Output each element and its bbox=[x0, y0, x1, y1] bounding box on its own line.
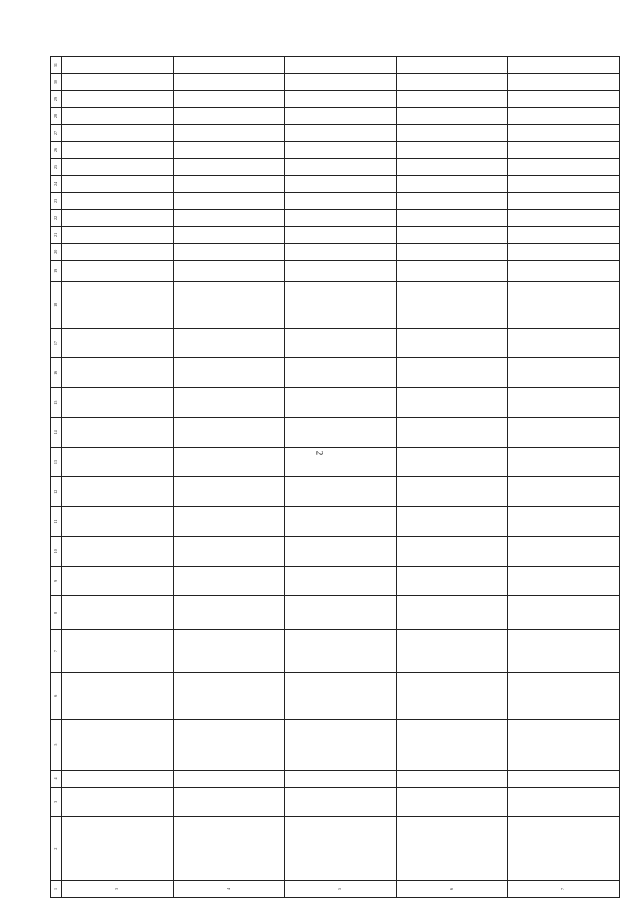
table-cell bbox=[62, 817, 174, 881]
table-body bbox=[62, 57, 620, 898]
row-number-cell: 3 bbox=[62, 881, 174, 898]
table-cell bbox=[62, 536, 174, 566]
table-cell bbox=[173, 142, 285, 159]
table-cell bbox=[285, 57, 397, 74]
column-number-header: 23 bbox=[51, 192, 62, 209]
row-number-cell: 7 bbox=[508, 881, 620, 898]
column-number-header: 21 bbox=[51, 226, 62, 243]
table-cell bbox=[285, 175, 397, 192]
table-cell bbox=[396, 388, 508, 418]
table-cell bbox=[62, 74, 174, 91]
table-cell bbox=[508, 74, 620, 91]
table-cell bbox=[62, 243, 174, 260]
table-cell bbox=[173, 566, 285, 596]
table-cell bbox=[396, 175, 508, 192]
table-cell bbox=[396, 328, 508, 358]
table-cell bbox=[173, 388, 285, 418]
table-cell bbox=[173, 358, 285, 388]
table-row bbox=[173, 57, 285, 898]
table-cell bbox=[173, 787, 285, 817]
table-cell bbox=[396, 447, 508, 477]
column-number-header: 14 bbox=[51, 417, 62, 447]
table-cell bbox=[285, 596, 397, 630]
table-cell bbox=[396, 536, 508, 566]
column-number-header: 28 bbox=[51, 108, 62, 125]
table-cell bbox=[62, 108, 174, 125]
table-cell bbox=[508, 358, 620, 388]
table-cell bbox=[396, 192, 508, 209]
rotated-table-container bbox=[50, 56, 620, 898]
table-cell bbox=[62, 226, 174, 243]
table-cell bbox=[396, 57, 508, 74]
table-cell bbox=[396, 566, 508, 596]
table-cell bbox=[396, 260, 508, 281]
column-number-header: 12 bbox=[51, 477, 62, 507]
table-cell bbox=[173, 417, 285, 447]
table-cell bbox=[508, 209, 620, 226]
table-cell bbox=[173, 108, 285, 125]
table-cell bbox=[173, 536, 285, 566]
table-cell bbox=[508, 142, 620, 159]
table-cell bbox=[508, 630, 620, 672]
table-cell bbox=[508, 125, 620, 142]
table-cell bbox=[508, 536, 620, 566]
column-number-header: 13 bbox=[51, 447, 62, 477]
table-cell bbox=[173, 630, 285, 672]
table-cell bbox=[62, 209, 174, 226]
column-number-header: 18 bbox=[51, 282, 62, 329]
table-cell bbox=[508, 719, 620, 770]
table-cell bbox=[396, 142, 508, 159]
table-cell bbox=[62, 57, 174, 74]
table-cell bbox=[62, 447, 174, 477]
table-cell bbox=[173, 175, 285, 192]
table-cell bbox=[173, 672, 285, 719]
table-cell bbox=[396, 108, 508, 125]
table-cell bbox=[508, 477, 620, 507]
table-cell bbox=[173, 770, 285, 787]
table-cell bbox=[508, 817, 620, 881]
column-number-header: 15 bbox=[51, 388, 62, 418]
table-cell bbox=[508, 507, 620, 537]
table-cell bbox=[62, 672, 174, 719]
table-cell bbox=[396, 209, 508, 226]
table-cell bbox=[285, 142, 397, 159]
table-cell bbox=[508, 328, 620, 358]
column-number-header: 17 bbox=[51, 328, 62, 358]
table-cell bbox=[62, 328, 174, 358]
table-cell bbox=[396, 719, 508, 770]
table-cell bbox=[285, 125, 397, 142]
table-cell bbox=[62, 719, 174, 770]
table-cell bbox=[173, 57, 285, 74]
column-number-header: 8 bbox=[51, 596, 62, 630]
table-cell bbox=[62, 566, 174, 596]
table-cell bbox=[173, 243, 285, 260]
table-cell bbox=[508, 158, 620, 175]
table-cell bbox=[508, 787, 620, 817]
table-cell bbox=[173, 158, 285, 175]
table-cell bbox=[396, 358, 508, 388]
column-number-header: 26 bbox=[51, 142, 62, 159]
table-cell bbox=[396, 74, 508, 91]
table-cell bbox=[285, 108, 397, 125]
table-cell bbox=[285, 787, 397, 817]
table-cell bbox=[173, 719, 285, 770]
table-row bbox=[285, 57, 397, 898]
column-number-header: 6 bbox=[51, 672, 62, 719]
column-number-header: 5 bbox=[51, 719, 62, 770]
table-cell bbox=[285, 282, 397, 329]
table-cell bbox=[285, 74, 397, 91]
page-number: 2 bbox=[314, 450, 325, 456]
row-number-cell: 4 bbox=[173, 881, 285, 898]
table-cell bbox=[396, 417, 508, 447]
table-cell bbox=[508, 596, 620, 630]
table-cell bbox=[396, 787, 508, 817]
table-cell bbox=[173, 91, 285, 108]
column-number-row bbox=[51, 57, 62, 898]
row-number-cell: 6 bbox=[396, 881, 508, 898]
table-cell bbox=[508, 672, 620, 719]
column-number-header: 29 bbox=[51, 91, 62, 108]
column-number-header: 1 bbox=[51, 881, 62, 898]
table-cell bbox=[62, 358, 174, 388]
table-cell bbox=[62, 787, 174, 817]
table-cell bbox=[173, 596, 285, 630]
column-number-header: 16 bbox=[51, 358, 62, 388]
table-cell bbox=[62, 158, 174, 175]
table-cell bbox=[173, 282, 285, 329]
table-cell bbox=[285, 672, 397, 719]
table-cell bbox=[173, 74, 285, 91]
table-cell bbox=[173, 328, 285, 358]
table-cell bbox=[285, 417, 397, 447]
table-cell bbox=[62, 596, 174, 630]
table-cell bbox=[508, 175, 620, 192]
table-cell bbox=[62, 282, 174, 329]
column-number-header: 7 bbox=[51, 630, 62, 672]
table-cell bbox=[62, 142, 174, 159]
table-cell bbox=[396, 477, 508, 507]
column-number-header: 2 bbox=[51, 817, 62, 881]
table-cell bbox=[396, 817, 508, 881]
table-cell bbox=[508, 192, 620, 209]
column-number-header: 9 bbox=[51, 566, 62, 596]
table-cell bbox=[62, 770, 174, 787]
table-cell bbox=[62, 388, 174, 418]
table-cell bbox=[62, 91, 174, 108]
table-cell bbox=[396, 282, 508, 329]
table-cell bbox=[285, 192, 397, 209]
table-cell bbox=[508, 417, 620, 447]
table-cell bbox=[508, 566, 620, 596]
table-cell bbox=[62, 417, 174, 447]
column-number-header: 10 bbox=[51, 536, 62, 566]
table-cell bbox=[508, 770, 620, 787]
table-cell bbox=[396, 596, 508, 630]
table-cell bbox=[285, 358, 397, 388]
table-cell bbox=[285, 260, 397, 281]
table-cell bbox=[173, 226, 285, 243]
table-cell bbox=[285, 243, 397, 260]
table-cell bbox=[285, 226, 397, 243]
table-cell bbox=[285, 328, 397, 358]
table-row bbox=[396, 57, 508, 898]
table-cell bbox=[508, 57, 620, 74]
column-number-header: 25 bbox=[51, 158, 62, 175]
table-cell bbox=[396, 672, 508, 719]
table-cell bbox=[62, 125, 174, 142]
table-cell bbox=[62, 260, 174, 281]
column-number-header: 11 bbox=[51, 507, 62, 537]
table-cell bbox=[508, 91, 620, 108]
table-cell bbox=[285, 447, 397, 477]
table-cell bbox=[173, 817, 285, 881]
row-number-cell: 5 bbox=[285, 881, 397, 898]
table-cell bbox=[285, 630, 397, 672]
column-number-header: 24 bbox=[51, 175, 62, 192]
table-cell bbox=[173, 260, 285, 281]
table-cell bbox=[508, 108, 620, 125]
column-number-header: 19 bbox=[51, 260, 62, 281]
table-cell bbox=[396, 630, 508, 672]
table-cell bbox=[173, 507, 285, 537]
document-table-area bbox=[50, 0, 630, 905]
table-cell bbox=[62, 507, 174, 537]
column-number-header: 20 bbox=[51, 243, 62, 260]
column-number-header: 4 bbox=[51, 770, 62, 787]
table-cell bbox=[62, 630, 174, 672]
document-table bbox=[50, 56, 620, 898]
table-cell bbox=[62, 477, 174, 507]
table-cell bbox=[285, 719, 397, 770]
table-cell bbox=[285, 158, 397, 175]
column-number-header: 3 bbox=[51, 787, 62, 817]
table-cell bbox=[396, 125, 508, 142]
table-cell bbox=[285, 91, 397, 108]
table-cell bbox=[62, 192, 174, 209]
table-cell bbox=[285, 507, 397, 537]
table-cell bbox=[285, 388, 397, 418]
table-cell bbox=[285, 770, 397, 787]
table-cell bbox=[285, 566, 397, 596]
table-cell bbox=[396, 243, 508, 260]
table-cell bbox=[396, 770, 508, 787]
table-cell bbox=[396, 91, 508, 108]
table-cell bbox=[508, 388, 620, 418]
table-cell bbox=[173, 447, 285, 477]
table-cell bbox=[396, 226, 508, 243]
table-cell bbox=[508, 447, 620, 477]
column-number-header: 22 bbox=[51, 209, 62, 226]
table-cell bbox=[173, 125, 285, 142]
table-cell bbox=[508, 226, 620, 243]
table-row bbox=[62, 57, 174, 898]
table-cell bbox=[508, 260, 620, 281]
table-cell bbox=[396, 507, 508, 537]
column-number-header: 30 bbox=[51, 74, 62, 91]
column-number-header: 31 bbox=[51, 57, 62, 74]
table-cell bbox=[508, 282, 620, 329]
table-cell bbox=[285, 536, 397, 566]
table-cell bbox=[62, 175, 174, 192]
table-cell bbox=[508, 243, 620, 260]
table-row bbox=[508, 57, 620, 898]
table-cell bbox=[285, 477, 397, 507]
column-number-header: 27 bbox=[51, 125, 62, 142]
table-cell bbox=[173, 477, 285, 507]
table-cell bbox=[173, 192, 285, 209]
table-cell bbox=[285, 209, 397, 226]
table-cell bbox=[285, 817, 397, 881]
table-cell bbox=[396, 158, 508, 175]
table-cell bbox=[173, 209, 285, 226]
